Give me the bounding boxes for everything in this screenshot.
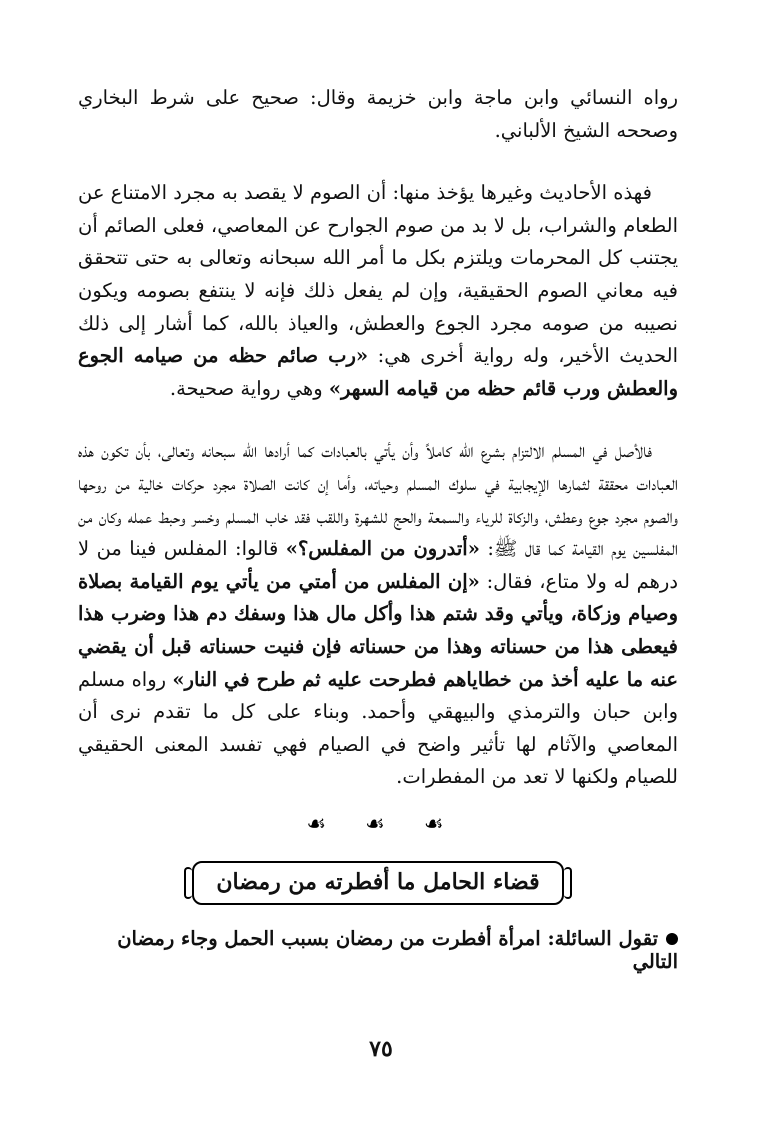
section-heading: قضاء الحامل ما أفطرته من رمضان <box>192 861 563 905</box>
question-label: تقول السائلة: <box>547 926 658 950</box>
hadith-quote: «رب صائم حظه من صيامه الجوع والعطش ورب قائم حظه من قيامه السهر» <box>78 344 678 400</box>
ornament-icon: ☙ <box>365 811 391 837</box>
ornament-icon: ☙ <box>306 811 333 837</box>
ornament-icon: ☙ <box>423 811 450 837</box>
question-text: امرأة أفطرت من رمضان بسبب الحمل وجاء رمضان التالي <box>117 926 678 973</box>
section-divider <box>78 812 678 837</box>
paragraph-fasting-meaning <box>78 177 678 405</box>
paragraph-text: وهي رواية صحيحة. <box>169 376 329 400</box>
paragraph-text: قالوا: المفلس فينا من لا درهم له ولا متاع، فقال: <box>78 537 679 593</box>
question-line <box>78 927 678 973</box>
hadith-quote: «أتدرون من المفلس؟» <box>285 537 480 561</box>
page-number: ٧٥ <box>369 1036 393 1062</box>
bullet-icon <box>666 933 678 945</box>
hadith-quote: «إن المفلس من أمتي من يأتي يوم القيامة بصلاة وصيام وزكاة، ويأتي وقد شتم هذا وأكل مال هذا وسفك دم هذا وضرب هذا فيعطى هذا من حسناته وهذا من حسناته فإن فنيت حسناته قبل أن يقضي عنه ما عليه أخذ من خطاياهم فطرحت عليه ثم طرح في النار» <box>78 569 678 691</box>
paragraph-hadith-source: رواه النسائي وابن ماجة وابن خزيمة وقال: صحيح على شرط البخاري وصححه الشيخ الألباني. <box>78 86 678 142</box>
paragraph-text: رواه مسلم وابن حبان والترمذي والبيهقي وأحمد. وبناء على كل ما تقدم نرى أن المعاصي والآثام لها تأثير واضح في الصيام فهي تفسد المعنى الحقيقي للصيام ولكنها لا تعد من المفطرات. <box>78 667 678 789</box>
paragraph-text: فالأصل في المسلم الالتزام بشرع الله كاملاً وأن يأتي بالعبادات كما أرادها الله سبحانه وتعالى، بأن تكون هذه العبادات محققة لثمارها الإيجابية في سلوك المسلم وحياته، وأما إن كانت الصلاة مجرد حركات خالية من روحها والصوم مجرد جوع وعطش، والزكاة للرياء والسمعة والحج للشهرة واللقب فقد خاب المسلم وخسر وحبط عمله وكان من المفلسين يوم القيامة كما قال ﷺ: <box>78 439 679 561</box>
paragraph-worship-principle <box>78 435 678 794</box>
paragraph-text: فهذه الأحاديث وغيرها يؤخذ منها: أن الصوم لا يقصد به مجرد الامتناع عن الطعام والشراب، بل لا بد من صوم الجوارح عن المعاصي، فعلى الصائم أن يجتنب كل المحرمات ويلتزم بكل ما أمر الله سبحانه وتعالى به حتى تتحقق فيه معاني الصوم الحقيقية، وإن لم يفعل ذلك فإنه لا ينتفع بصومه ويكون نصيبه من صومه مجرد الجوع والعطش، والعياذ بالله، كما أشار إلى ذلك الحديث الأخير، وله رواية أخرى هي: <box>78 181 679 368</box>
section-heading-container <box>78 861 678 905</box>
page-body <box>78 82 678 973</box>
